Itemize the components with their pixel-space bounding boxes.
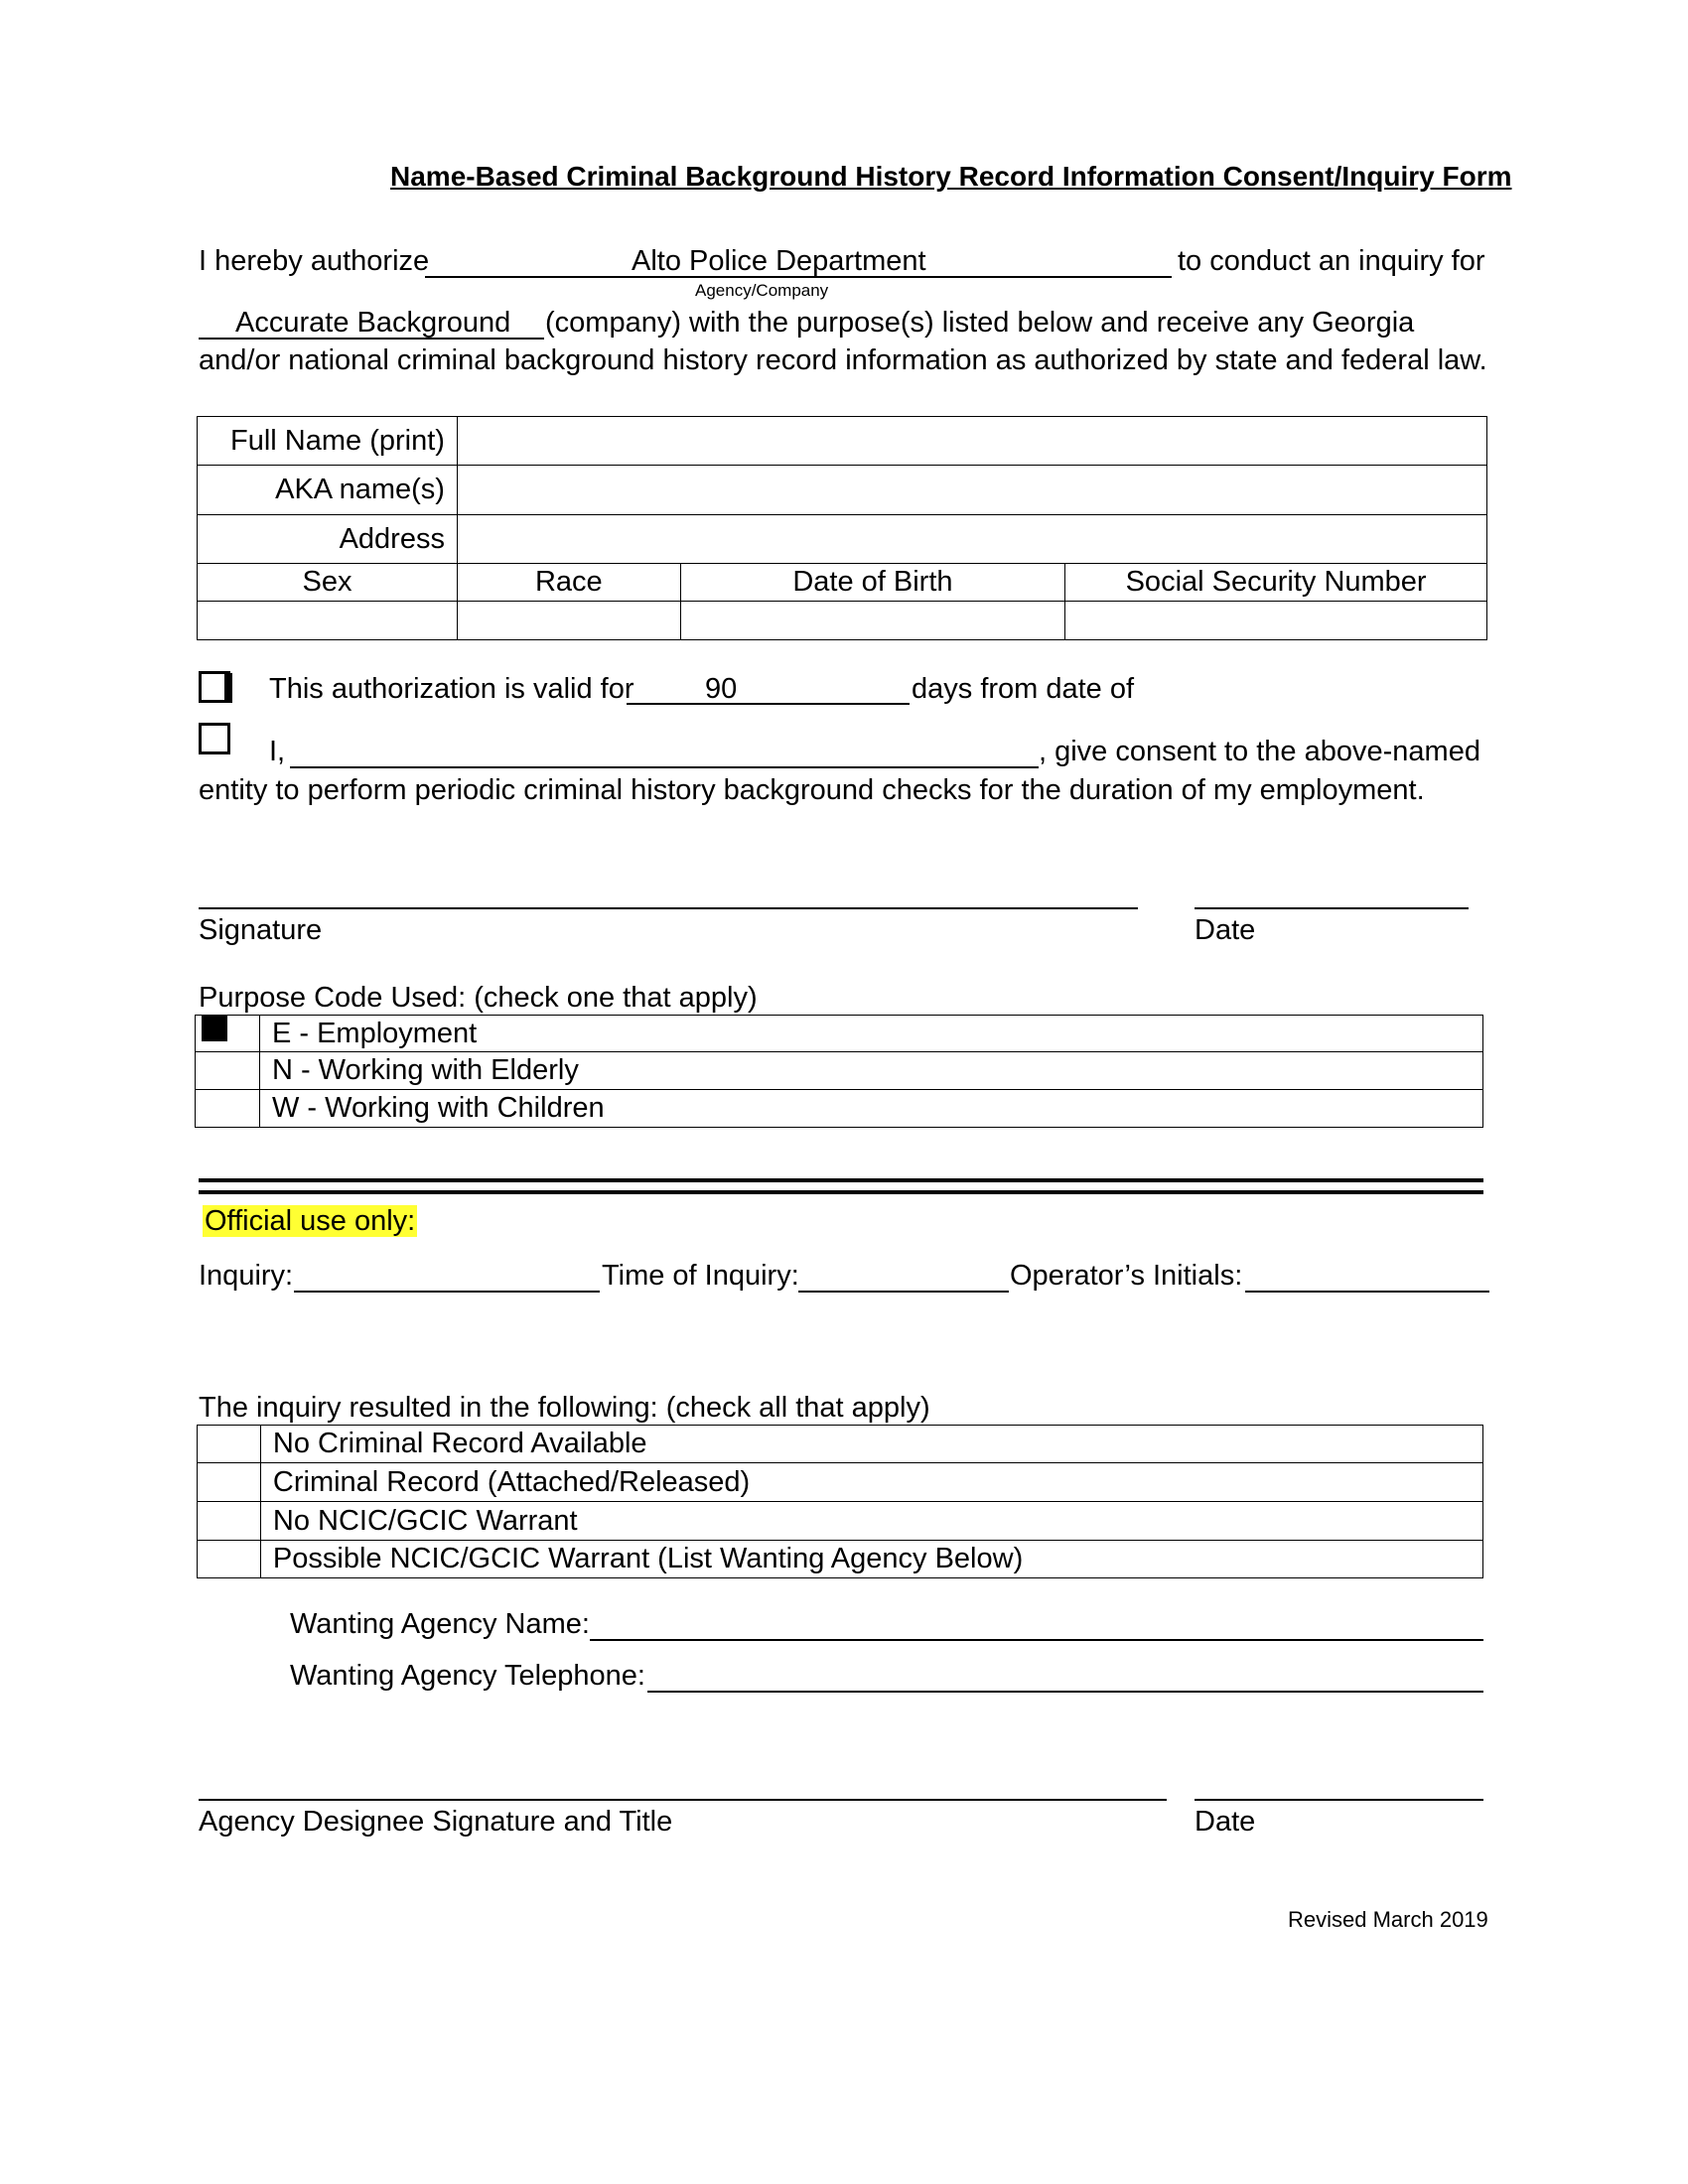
purpose-row [196, 1052, 1483, 1090]
wanting-phone-label: Wanting Agency Telephone: [290, 1660, 645, 1692]
wanting-phone-line[interactable] [647, 1691, 1483, 1693]
validity-suffix: days from date of [912, 673, 1135, 705]
signature-date-label: Date [1195, 914, 1256, 946]
results-row [198, 1541, 1483, 1578]
aka-field[interactable] [457, 466, 1486, 515]
personal-info-table [197, 416, 1487, 640]
consent-prefix: I, [269, 736, 286, 767]
purpose-checkbox[interactable] [196, 1016, 260, 1052]
full-name-field[interactable] [457, 417, 1486, 466]
designee-signature-label: Agency Designee Signature and Title [199, 1806, 673, 1838]
authorize-prefix: I hereby authorize [199, 245, 430, 277]
consent-line2: entity to perform periodic criminal history background checks for the duration of my employment. [199, 774, 1425, 806]
designee-date-label: Date [1195, 1806, 1256, 1838]
results-checkbox[interactable] [198, 1426, 261, 1463]
purpose-checkbox[interactable] [196, 1090, 260, 1128]
purpose-row [196, 1090, 1483, 1128]
signature-label: Signature [199, 914, 323, 946]
header-row [198, 564, 1487, 602]
purpose-checkbox[interactable] [196, 1052, 260, 1090]
validity-check-mark [224, 673, 232, 703]
results-label: No NCIC/GCIC Warrant [260, 1502, 1482, 1541]
designee-date-line[interactable] [1195, 1799, 1483, 1801]
agency-caption: Agency/Company [695, 281, 829, 300]
purpose-label: E - Employment [259, 1016, 1482, 1052]
address-label: Address [198, 515, 458, 564]
operator-label: Operator’s Initials: [1010, 1260, 1243, 1292]
divider-bottom [199, 1190, 1483, 1194]
validity-prefix: This authorization is valid for [269, 673, 634, 705]
results-checkbox[interactable] [198, 1541, 261, 1578]
results-checkbox[interactable] [198, 1502, 261, 1541]
authorize-line2: and/or national criminal background history record information as authorized by state and federal law. [199, 344, 1487, 376]
divider-top [199, 1178, 1483, 1182]
results-heading: The inquiry resulted in the following: (check all that apply) [199, 1392, 930, 1424]
ssn-field[interactable] [1065, 602, 1487, 640]
results-row [198, 1502, 1483, 1541]
agency-value[interactable]: Alto Police Department [632, 245, 926, 277]
results-row [198, 1426, 1483, 1463]
aka-label: AKA name(s) [198, 466, 458, 515]
race-header: Race [457, 564, 680, 602]
purpose-label: W - Working with Children [259, 1090, 1482, 1128]
results-label: Criminal Record (Attached/Released) [260, 1463, 1482, 1502]
results-row [198, 1463, 1483, 1502]
validity-days-line [627, 703, 910, 705]
purpose-heading: Purpose Code Used: (check one that apply) [199, 982, 758, 1014]
consent-name-line[interactable] [290, 766, 1039, 768]
values-row [198, 602, 1487, 640]
dob-header: Date of Birth [680, 564, 1065, 602]
inquiry-label: Inquiry: [199, 1260, 294, 1292]
address-row [198, 515, 1487, 564]
operator-line[interactable] [1245, 1291, 1489, 1293]
purpose-label: N - Working with Elderly [259, 1052, 1482, 1090]
consent-suffix: , give consent to the above-named [1039, 736, 1480, 767]
wanting-name-label: Wanting Agency Name: [290, 1608, 590, 1640]
designee-signature-line[interactable] [199, 1799, 1167, 1801]
address-field[interactable] [457, 515, 1486, 564]
full-name-row [198, 417, 1487, 466]
results-checkbox[interactable] [198, 1463, 261, 1502]
signature-line[interactable] [199, 907, 1138, 909]
sex-header: Sex [198, 564, 458, 602]
purpose-table [195, 1015, 1483, 1128]
purpose-row [196, 1016, 1483, 1052]
revised-note: Revised March 2019 [1288, 1907, 1488, 1932]
results-label: Possible NCIC/GCIC Warrant (List Wanting Agency Below) [260, 1541, 1482, 1578]
race-field[interactable] [457, 602, 680, 640]
time-label: Time of Inquiry: [602, 1260, 799, 1292]
official-heading: Official use only: [205, 1205, 416, 1237]
dob-field[interactable] [680, 602, 1065, 640]
signature-date-line[interactable] [1195, 907, 1469, 909]
validity-days[interactable]: 90 [705, 673, 738, 705]
purpose-check-mark [202, 1016, 227, 1041]
authorize-line1-rest: (company) with the purpose(s) listed below and receive any Georgia [545, 307, 1415, 339]
authorize-suffix: to conduct an inquiry for [1178, 245, 1485, 277]
wanting-name-line[interactable] [590, 1639, 1483, 1641]
results-label: No Criminal Record Available [260, 1426, 1482, 1463]
company-value[interactable]: Accurate Background [235, 307, 511, 339]
sex-field[interactable] [198, 602, 458, 640]
form-title: Name-Based Criminal Background History Record Information Consent/Inquiry Form [390, 161, 1512, 192]
inquiry-line[interactable] [294, 1291, 600, 1293]
ssn-header: Social Security Number [1065, 564, 1487, 602]
results-table [197, 1425, 1483, 1578]
consent-checkbox[interactable] [199, 723, 230, 754]
aka-row [198, 466, 1487, 515]
full-name-label: Full Name (print) [198, 417, 458, 466]
time-line[interactable] [798, 1291, 1009, 1293]
